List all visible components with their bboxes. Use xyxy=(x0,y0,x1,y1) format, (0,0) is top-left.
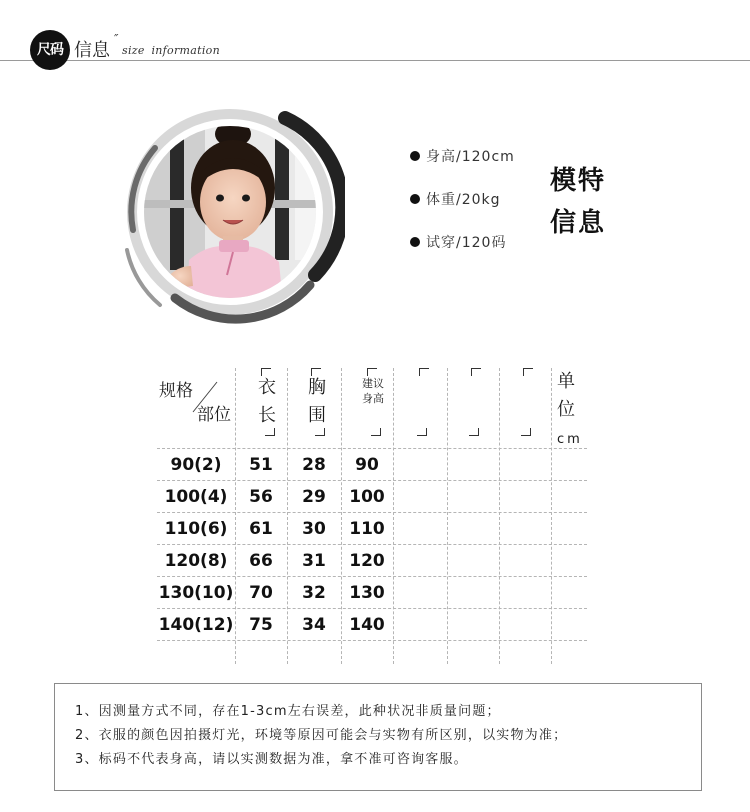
cell-height: 120 xyxy=(349,551,385,571)
cell-chest: 29 xyxy=(302,487,326,507)
column-header-height-text: 建议身高 xyxy=(362,377,384,405)
cell-size: 130(10) xyxy=(158,583,234,603)
table-row xyxy=(157,449,587,481)
cell-height: 130 xyxy=(349,583,385,603)
size-table xyxy=(157,368,587,668)
table-row xyxy=(157,545,587,577)
bullet-icon xyxy=(410,194,420,204)
unit-header xyxy=(555,368,587,448)
cell-size: 110(6) xyxy=(164,519,228,539)
cell-chest: 28 xyxy=(302,455,326,475)
cell-size: 90(2) xyxy=(170,455,222,475)
corner-label-part: 部位 xyxy=(197,405,231,425)
cell-size: 120(8) xyxy=(164,551,228,571)
section-header xyxy=(0,0,750,70)
cell-height: 90 xyxy=(355,455,379,475)
model-photo xyxy=(115,100,345,325)
table-row xyxy=(157,609,587,641)
model-tried-size xyxy=(410,232,515,275)
bullet-icon xyxy=(410,151,420,161)
model-weight xyxy=(410,189,515,232)
column-header-empty-1 xyxy=(397,368,449,446)
model-title-line1: 模特 xyxy=(550,166,607,196)
table-row xyxy=(157,577,587,609)
column-header-height xyxy=(347,368,399,446)
size-badge: 尺码 xyxy=(30,30,70,70)
column-header-length xyxy=(241,368,293,446)
table-row xyxy=(157,513,587,545)
cell-length: 70 xyxy=(249,583,273,603)
note-item: 3、标码不代表身高，请以实测数据为准，拿不准可咨询客服。 xyxy=(75,752,468,767)
cell-chest: 32 xyxy=(302,583,326,603)
section-title: 信息 xyxy=(74,40,110,61)
column-header-chest xyxy=(291,368,343,446)
model-tried-size-value: 试穿/120码 xyxy=(426,235,507,251)
note-item: 2、衣服的颜色因拍摄灯光，环境等原因可能会与实物有所区别，以实物为准； xyxy=(75,728,568,743)
column-header-empty-2 xyxy=(449,368,501,446)
cell-length: 61 xyxy=(249,519,273,539)
cell-height: 110 xyxy=(349,519,385,539)
bullet-icon xyxy=(410,237,420,247)
title-mark: ″ xyxy=(114,32,119,46)
column-header-length-text: 衣长 xyxy=(258,377,276,426)
cell-chest: 34 xyxy=(302,615,326,635)
cell-chest: 30 xyxy=(302,519,326,539)
cell-length: 75 xyxy=(249,615,273,635)
model-weight-value: 体重/20kg xyxy=(426,192,501,208)
corner-label-spec: 规格 xyxy=(159,381,193,401)
corner-header xyxy=(157,368,235,448)
model-title-line2: 信息 xyxy=(550,208,607,238)
cell-size: 100(4) xyxy=(164,487,228,507)
cell-height: 140 xyxy=(349,615,385,635)
unit-value: cm xyxy=(557,432,583,447)
table-row xyxy=(157,481,587,513)
cell-size: 140(12) xyxy=(158,615,234,635)
header-divider xyxy=(0,60,750,61)
model-info-list xyxy=(410,146,515,275)
cell-length: 56 xyxy=(249,487,273,507)
cell-length: 51 xyxy=(249,455,273,475)
cell-length: 66 xyxy=(249,551,273,571)
cell-chest: 31 xyxy=(302,551,326,571)
unit-label: 单位 xyxy=(557,371,575,420)
notes-box xyxy=(54,683,702,791)
model-height xyxy=(410,146,515,189)
model-info-title xyxy=(550,160,606,244)
column-header-empty-3 xyxy=(501,368,553,446)
column-header-chest-text: 胸围 xyxy=(308,377,326,426)
cell-height: 100 xyxy=(349,487,385,507)
model-height-value: 身高/120cm xyxy=(426,149,515,165)
section-subtitle: size information xyxy=(122,44,220,57)
note-item: 1、因测量方式不同，存在1-3cm左右误差，此种状况非质量问题； xyxy=(75,704,501,719)
